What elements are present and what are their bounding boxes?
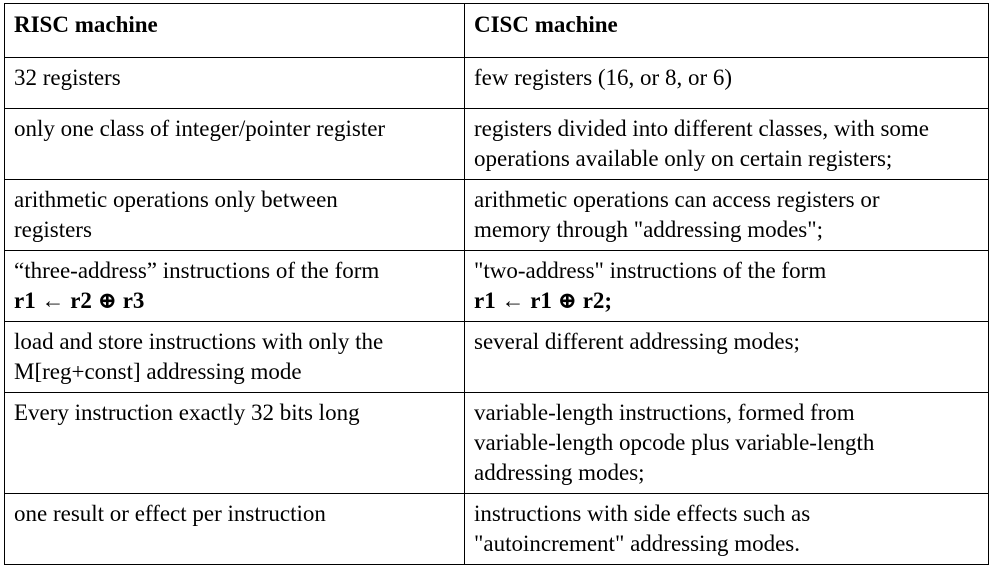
cell-text: few registers (16, or 8, or 6)	[474, 65, 733, 90]
risc-cell	[5, 58, 465, 109]
cell-text: only one class of integer/pointer register	[14, 116, 386, 141]
cisc-cell	[465, 251, 989, 322]
header-risc-machine: RISC machine	[5, 4, 465, 58]
table-row	[5, 322, 989, 393]
cisc-cell	[465, 393, 989, 494]
cell-text: "autoincrement" addressing modes.	[474, 531, 800, 556]
cell-text: arithmetic operations can access registers or	[474, 187, 880, 212]
cisc-cell	[465, 180, 989, 251]
cell-text: instructions with side effects such as	[474, 501, 811, 526]
cell-text: several different addressing modes;	[474, 329, 800, 354]
cell-text: operations available only on certain registers;	[474, 146, 893, 171]
table-row	[5, 58, 989, 109]
cell-text: one result or effect per instruction	[14, 501, 326, 526]
risc-cell	[5, 251, 465, 322]
table-row	[5, 109, 989, 180]
cell-text: registers	[14, 217, 92, 242]
risc-cell	[5, 494, 465, 565]
risc-cisc-comparison-table	[4, 3, 989, 565]
table-row	[5, 251, 989, 322]
table-row	[5, 393, 989, 494]
cell-text: arithmetic operations only between	[14, 187, 338, 212]
cisc-cell	[465, 322, 989, 393]
cell-text: "two-address" instructions of the form	[474, 258, 827, 283]
risc-cell	[5, 109, 465, 180]
cell-text: Every instruction exactly 32 bits long	[14, 400, 360, 425]
cisc-cell	[465, 58, 989, 109]
header-cisc-machine: CISC machine	[465, 4, 989, 58]
table-row	[5, 494, 989, 565]
cell-text: load and store instructions with only the	[14, 329, 384, 354]
cell-text: “three-address” instructions of the form	[14, 258, 380, 283]
formula-text: r1 ← r2 ⊕ r3	[14, 288, 145, 313]
cisc-cell	[465, 494, 989, 565]
risc-cell	[5, 180, 465, 251]
cisc-cell	[465, 109, 989, 180]
cell-text: 32 registers	[14, 65, 121, 90]
formula-text: r1 ← r1 ⊕ r2;	[474, 288, 613, 313]
risc-cell	[5, 322, 465, 393]
cell-text: addressing modes;	[474, 460, 645, 485]
table-header-row	[5, 4, 989, 58]
risc-cell	[5, 393, 465, 494]
cell-text: M[reg+const] addressing mode	[14, 359, 302, 384]
cell-text: registers divided into different classes, with some	[474, 116, 930, 141]
cell-text: variable-length instructions, formed from	[474, 400, 855, 425]
cell-text: variable-length opcode plus variable-length	[474, 430, 875, 455]
cell-text: memory through "addressing modes";	[474, 217, 824, 242]
table-row	[5, 180, 989, 251]
